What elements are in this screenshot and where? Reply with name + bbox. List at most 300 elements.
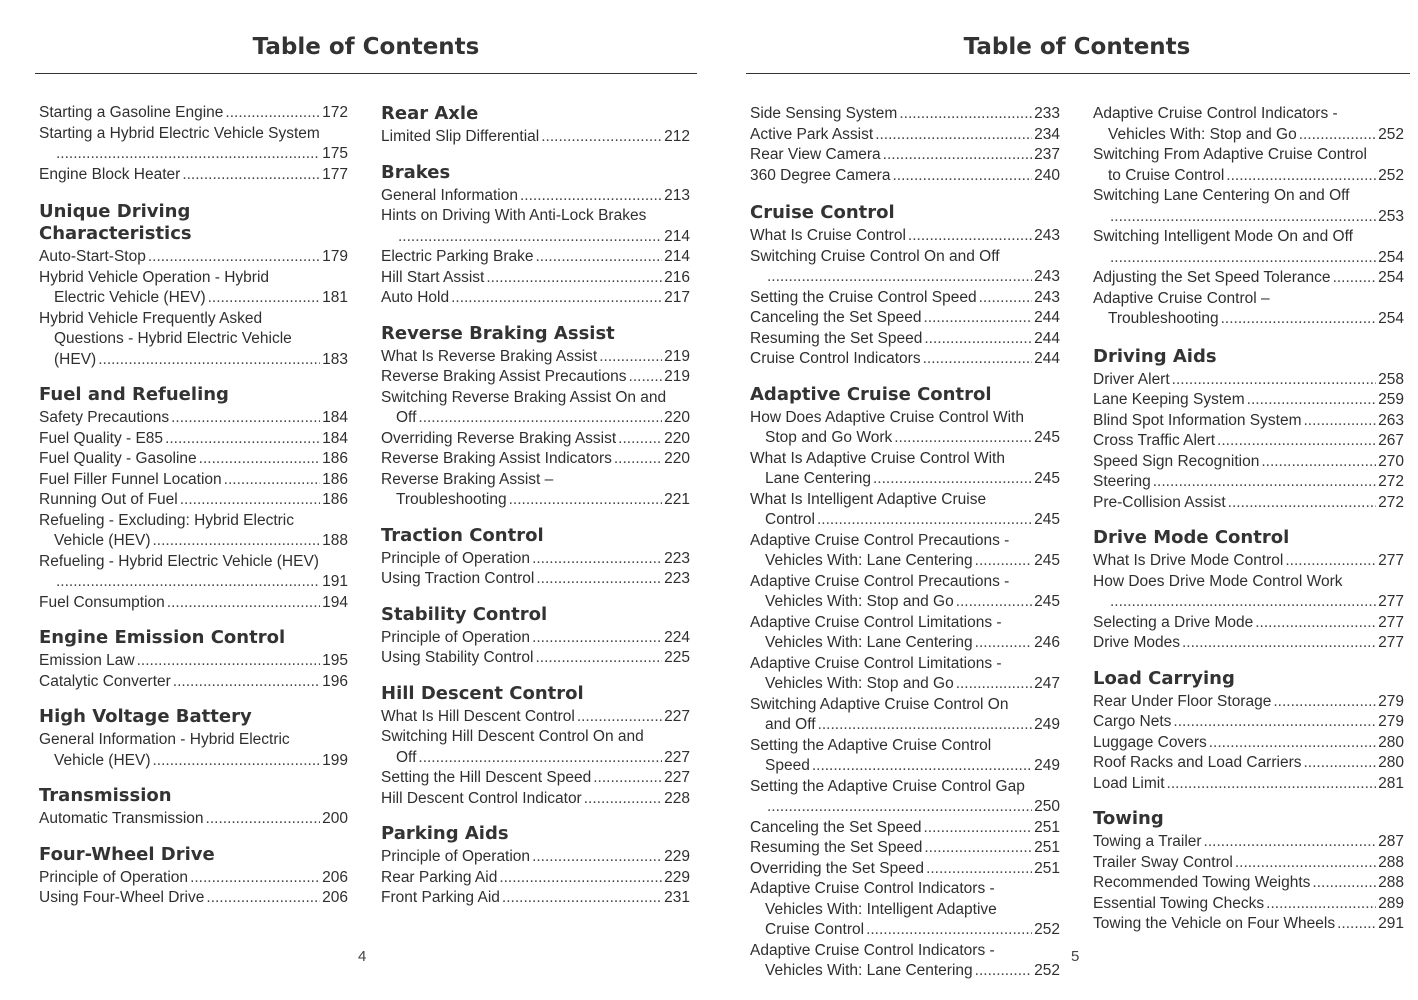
dot-leader [584,789,662,810]
toc-entry[interactable] [381,186,690,207]
dot-leader [924,838,1032,859]
entry-page-number: 220 [664,450,690,467]
dot-leader [1110,592,1376,613]
entry-row [750,267,1060,288]
toc-entry[interactable] [381,789,690,810]
toc-entry[interactable] [381,206,690,247]
entry-page-number: 217 [664,289,690,306]
entry-row [381,768,690,789]
entry-title-line: Adaptive Cruise Control – [1093,289,1270,307]
toc-entry[interactable] [1093,572,1404,613]
toc-entry[interactable] [1093,452,1404,473]
toc-entry[interactable] [1093,873,1404,894]
dot-leader [398,227,662,248]
entry-title-line: Principle of Operation [381,628,531,646]
entry-row [39,651,348,672]
entry-title-line: Adaptive Cruise Control Indicators - [750,880,995,897]
toc-entry[interactable] [1093,753,1404,774]
toc-section [381,525,690,590]
dot-leader [208,288,321,309]
entry-page-number: 243 [1034,268,1060,285]
toc-section [1093,527,1404,654]
entry-title-line: General Information [381,186,518,204]
toc-entry[interactable] [1093,493,1404,514]
toc-entry[interactable] [750,695,1060,736]
entry-title-line: Vehicles With: Lane Centering [765,634,973,651]
entry-page-number: 194 [322,593,348,611]
toc-entry[interactable] [1093,894,1404,915]
toc-entry[interactable] [750,654,1060,695]
dot-leader [535,648,662,669]
entry-row [381,648,690,669]
toc-entry[interactable] [381,628,690,649]
entry-title-line: Active Park Assist [750,125,874,143]
entry-row [39,593,348,614]
toc-entry[interactable] [381,707,690,728]
dot-leader [532,628,662,649]
dot-leader [593,768,662,789]
entry-title-line: Auto Hold [381,289,450,306]
toc-entry[interactable] [39,672,348,693]
entry-page-number: 186 [322,450,348,467]
toc-section [1093,808,1404,935]
entry-page-number: 184 [322,409,348,426]
toc-entry[interactable] [750,145,1060,166]
dot-leader [767,267,1032,288]
entry-row [39,490,348,511]
entry-row [750,715,1060,736]
entry-row [750,551,1060,572]
dot-leader [1217,431,1376,452]
entry-row [750,308,1060,329]
entry-row [1093,633,1404,654]
entry-row [381,408,690,429]
toc-entry[interactable] [39,268,348,309]
toc-entry[interactable] [381,549,690,570]
dot-leader [883,145,1032,166]
entry-page-number: 289 [1378,894,1404,912]
entry-title-line: What Is Hill Descent Control [381,707,575,725]
entry-row [750,920,1060,941]
entry-row [39,165,348,186]
entry-page-number: 272 [1378,473,1404,490]
dot-leader [541,127,662,148]
dot-leader [167,593,320,614]
entry-page-number: 245 [1034,511,1060,528]
entry-row [1093,551,1404,572]
entry-row [381,490,690,511]
entry-row [1093,248,1404,269]
toc-entry[interactable] [750,308,1060,329]
entry-page-number: 186 [322,491,348,508]
entry-title-line: General Information - Hybrid Electric [39,731,290,748]
entry-title-line: Stop and Go Work [765,429,893,446]
toc-entry[interactable] [1093,692,1404,713]
entry-row [39,408,348,429]
toc-entry[interactable] [39,730,348,771]
toc-entry[interactable] [1093,832,1404,853]
dot-leader [923,308,1032,329]
entry-title-line: Reverse Braking Assist Indicators [381,450,612,467]
entry-page-number: 252 [1378,166,1404,184]
toc-entry[interactable] [750,449,1060,490]
toc-entry[interactable] [750,288,1060,309]
entry-row [381,847,690,868]
dot-leader [182,165,320,186]
entry-row [381,127,690,148]
toc-entry[interactable] [381,268,690,289]
entry-row [750,288,1060,309]
dot-leader [199,449,320,470]
entry-page-number: 252 [1034,962,1060,979]
entry-page-number: 191 [322,573,348,590]
entry-title-line: 360 Degree Camera [750,166,891,184]
entry-title-line: Pre-Collision Assist [1093,493,1226,511]
dot-leader [171,408,320,429]
toc-entry[interactable] [39,408,348,429]
toc-entry[interactable] [39,593,348,614]
entry-row [750,838,1060,859]
entry-page-number: 196 [322,672,348,690]
entry-title-line: Load Limit [1093,774,1165,792]
toc-entry[interactable] [750,104,1060,125]
entry-row [381,347,690,368]
entry-page-number: 243 [1034,227,1060,244]
entry-title-line: to Cruise Control [1108,166,1225,184]
entry-page-number: 267 [1378,432,1404,449]
toc-entry[interactable] [39,651,348,672]
toc-entry[interactable] [1093,914,1404,935]
dot-leader [1304,411,1377,432]
entry-title-line: What Is Cruise Control [750,227,906,244]
dot-leader [1182,633,1376,654]
entry-title-line: Cruise Control Indicators [750,350,921,367]
toc-entry[interactable] [39,449,348,470]
toc-entry[interactable] [1093,633,1404,654]
dot-leader [818,715,1033,736]
toc-entry[interactable] [1093,733,1404,754]
dot-leader [924,329,1032,350]
entry-page-number: 221 [664,491,690,508]
section-heading: Four-Wheel Drive [39,843,215,865]
entry-page-number: 254 [1378,269,1404,286]
entry-title-line: Safety Precautions [39,409,170,426]
toc-entry[interactable] [381,127,690,148]
entry-page-number: 288 [1378,853,1404,871]
page-title: Table of Contents [963,34,1191,60]
toc-section [381,323,690,511]
toc-entry[interactable] [1093,613,1404,634]
toc-entry[interactable] [39,429,348,450]
entry-title-line: Reverse Braking Assist Precautions [381,368,627,385]
entry-title-line: Fuel Quality - Gasoline [39,450,197,467]
dot-leader [817,510,1032,531]
entry-title-line: Control [765,511,815,528]
entry-title-line: Recommended Towing Weights [1093,874,1311,891]
dot-leader [137,651,321,672]
toc-entry[interactable] [381,247,690,268]
entry-page-number: 279 [1378,692,1404,710]
entry-title-line: What Is Drive Mode Control [1093,552,1284,569]
entry-row [1093,472,1404,493]
toc-entry[interactable] [1093,268,1404,289]
title-rule [746,73,1410,74]
entry-page-number: 214 [664,248,690,265]
toc-entry[interactable] [750,838,1060,859]
entry-page-number: 244 [1034,329,1060,347]
entry-page-number: 272 [1378,493,1404,511]
entry-row [39,350,348,371]
entry-row [750,469,1060,490]
entry-row [39,247,348,268]
entry-page-number: 270 [1378,452,1404,470]
toc-entry[interactable] [39,868,348,889]
toc-section [750,202,1060,370]
dot-leader [56,144,320,165]
dot-leader [899,104,1032,125]
entry-title-line: Towing the Vehicle on Four Wheels [1093,915,1336,932]
toc-entry[interactable] [750,736,1060,777]
dot-leader [956,592,1032,613]
entry-page-number: 219 [664,347,690,365]
entry-title-line: Essential Towing Checks [1093,894,1265,912]
entry-title-line: (HEV) [54,350,97,368]
entry-row [381,186,690,207]
dot-leader [975,633,1032,654]
toc-entry[interactable] [1093,145,1404,186]
dot-leader [98,350,320,371]
toc-entry[interactable] [1093,774,1404,795]
dot-leader [152,531,320,552]
entry-row [381,247,690,268]
title-rule [35,73,697,74]
entry-page-number: 247 [1034,675,1060,692]
toc-entry[interactable] [1093,551,1404,572]
entry-row [1093,712,1404,733]
entry-page-number: 253 [1378,207,1404,225]
dot-leader [979,288,1033,309]
dot-leader [536,569,662,590]
dot-leader [1226,166,1376,187]
toc-entry[interactable] [750,349,1060,370]
entry-title-line: What Is Reverse Braking Assist [381,347,598,365]
toc-column-2 [1093,104,1404,949]
dot-leader [499,868,662,889]
entry-title-line: Fuel Filler Funnel Location [39,470,222,488]
toc-entry[interactable] [750,859,1060,880]
dot-leader [599,347,662,368]
toc-entry[interactable] [1093,390,1404,411]
section-heading: Reverse Braking Assist [381,322,615,344]
toc-entry[interactable] [381,347,690,368]
entry-page-number: 251 [1034,859,1060,877]
entry-row [39,449,348,470]
entry-page-number: 245 [1034,552,1060,569]
entry-title-line: Troubleshooting [396,491,507,508]
toc-entry[interactable] [750,531,1060,572]
toc-entry[interactable] [750,408,1060,449]
toc-section [1093,104,1404,330]
toc-entry[interactable] [750,879,1060,941]
toc-entry[interactable] [750,166,1060,187]
entry-title-line: Hybrid Vehicle Frequently Asked [39,309,263,327]
entry-title-line: and Off [765,716,816,733]
toc-entry[interactable] [39,124,348,165]
entry-title-line: Canceling the Set Speed [750,309,922,326]
entry-row [1093,390,1404,411]
entry-row [1093,493,1404,514]
entry-title-line: Rear Under Floor Storage [1093,692,1272,710]
toc-entry[interactable] [39,103,348,124]
toc-entry[interactable] [750,613,1060,654]
entry-title-line: Hill Descent Control Indicator [381,789,582,807]
toc-entry[interactable] [750,818,1060,839]
dot-leader [892,166,1032,187]
entry-title-line: How Does Adaptive Cruise Control With [750,408,1024,426]
toc-entry[interactable] [1093,853,1404,874]
dot-leader [206,888,320,909]
toc-entry[interactable] [1093,431,1404,452]
entry-row [1093,125,1404,146]
dot-leader [926,859,1032,880]
entry-row [750,859,1060,880]
entry-row [39,672,348,693]
entry-row [381,429,690,450]
entry-page-number: 188 [322,532,348,549]
dot-leader [894,428,1032,449]
entry-page-number: 186 [322,470,348,488]
entry-title-line: Adaptive Cruise Control Precautions - [750,572,1010,590]
toc-entry[interactable] [381,727,690,768]
entry-page-number: 245 [1034,429,1060,446]
toc-entry[interactable] [39,809,348,830]
dot-leader [190,868,320,889]
dot-leader [418,408,662,429]
dot-leader [1172,370,1376,391]
toc-entry[interactable] [1093,411,1404,432]
toc-section [39,103,348,185]
entry-title-line: Cross Traffic Alert [1093,432,1216,449]
entry-page-number: 227 [664,769,690,786]
toc-entry[interactable] [381,888,690,909]
dot-leader [502,888,662,909]
toc-entry[interactable] [381,470,690,511]
entry-page-number: 250 [1034,798,1060,815]
toc-entry[interactable] [750,125,1060,146]
entry-row [750,349,1060,370]
entry-page-number: 280 [1378,754,1404,771]
entry-title-line: Switching Adaptive Cruise Control On [750,695,1009,713]
toc-entry[interactable] [381,429,690,450]
toc-entry[interactable] [39,470,348,491]
toc-entry[interactable] [750,226,1060,247]
toc-entry[interactable] [750,490,1060,531]
toc-entry[interactable] [39,165,348,186]
entry-row [750,797,1060,818]
section-heading: Traction Control [381,524,544,546]
toc-entry[interactable] [750,777,1060,818]
entry-row [381,367,690,388]
toc-entry[interactable] [1093,712,1404,733]
toc-entry[interactable] [39,552,348,593]
entry-title-line: What Is Adaptive Cruise Control With [750,449,1005,467]
dot-leader [486,268,662,289]
toc-entry[interactable] [39,888,348,909]
toc-entry[interactable] [39,247,348,268]
entry-row [381,268,690,289]
entry-row [381,748,690,769]
toc-entry[interactable] [381,449,690,470]
dot-leader [1235,853,1376,874]
entry-page-number: 288 [1378,874,1404,891]
entry-row [750,633,1060,654]
page-number: 5 [1071,948,1080,965]
entry-page-number: 225 [664,649,690,666]
toc-entry[interactable] [1093,104,1404,145]
toc-entry[interactable] [39,490,348,511]
toc-entry[interactable] [381,288,690,309]
dot-leader [225,103,320,124]
dot-leader [56,572,320,593]
entry-row [381,628,690,649]
entry-row [381,449,690,470]
dot-leader [224,470,320,491]
entry-page-number: 277 [1378,613,1404,631]
section-heading: Unique Driving Characteristics [39,201,192,244]
section-heading: Cruise Control [750,202,895,223]
entry-title-line: Switching Lane Centering On and Off [1093,187,1350,204]
toc-entry[interactable] [381,868,690,889]
toc-entry[interactable] [381,768,690,789]
entry-row [39,531,348,552]
dot-leader [1173,712,1376,733]
toc-entry[interactable] [1093,472,1404,493]
entry-row [1093,207,1404,228]
entry-title-line: Setting the Adaptive Cruise Control [750,736,992,754]
entry-page-number: 229 [664,868,690,886]
toc-entry[interactable] [1093,289,1404,330]
entry-title-line: Vehicles With: Stop and Go [765,675,954,692]
toc-entry[interactable] [381,648,690,669]
toc-entry[interactable] [381,847,690,868]
toc-entry[interactable] [381,367,690,388]
toc-entry[interactable] [39,309,348,371]
entry-title-line: How Does Drive Mode Control Work [1093,572,1343,590]
toc-entry[interactable] [750,941,1060,982]
toc-entry[interactable] [381,388,690,429]
toc-entry[interactable] [1093,186,1404,227]
entry-title-line: Using Traction Control [381,570,535,587]
entry-title-line: Starting a Gasoline Engine [39,104,224,121]
toc-section [381,103,690,148]
dot-leader [1167,774,1377,795]
toc-entry[interactable] [750,329,1060,350]
entry-page-number: 240 [1034,166,1060,184]
toc-entry[interactable] [1093,227,1404,268]
entry-row [1093,832,1404,853]
entry-title-line: Setting the Hill Descent Speed [381,769,592,786]
entry-page-number: 199 [322,751,348,769]
entry-page-number: 195 [322,652,348,669]
toc-entry[interactable] [381,569,690,590]
toc-entry[interactable] [1093,370,1404,391]
toc-entry[interactable] [750,247,1060,288]
entry-title-line: Auto-Start-Stop [39,248,146,265]
toc-entry[interactable] [39,511,348,552]
entry-row [750,756,1060,777]
toc-entry[interactable] [750,572,1060,613]
entry-page-number: 280 [1378,733,1404,751]
